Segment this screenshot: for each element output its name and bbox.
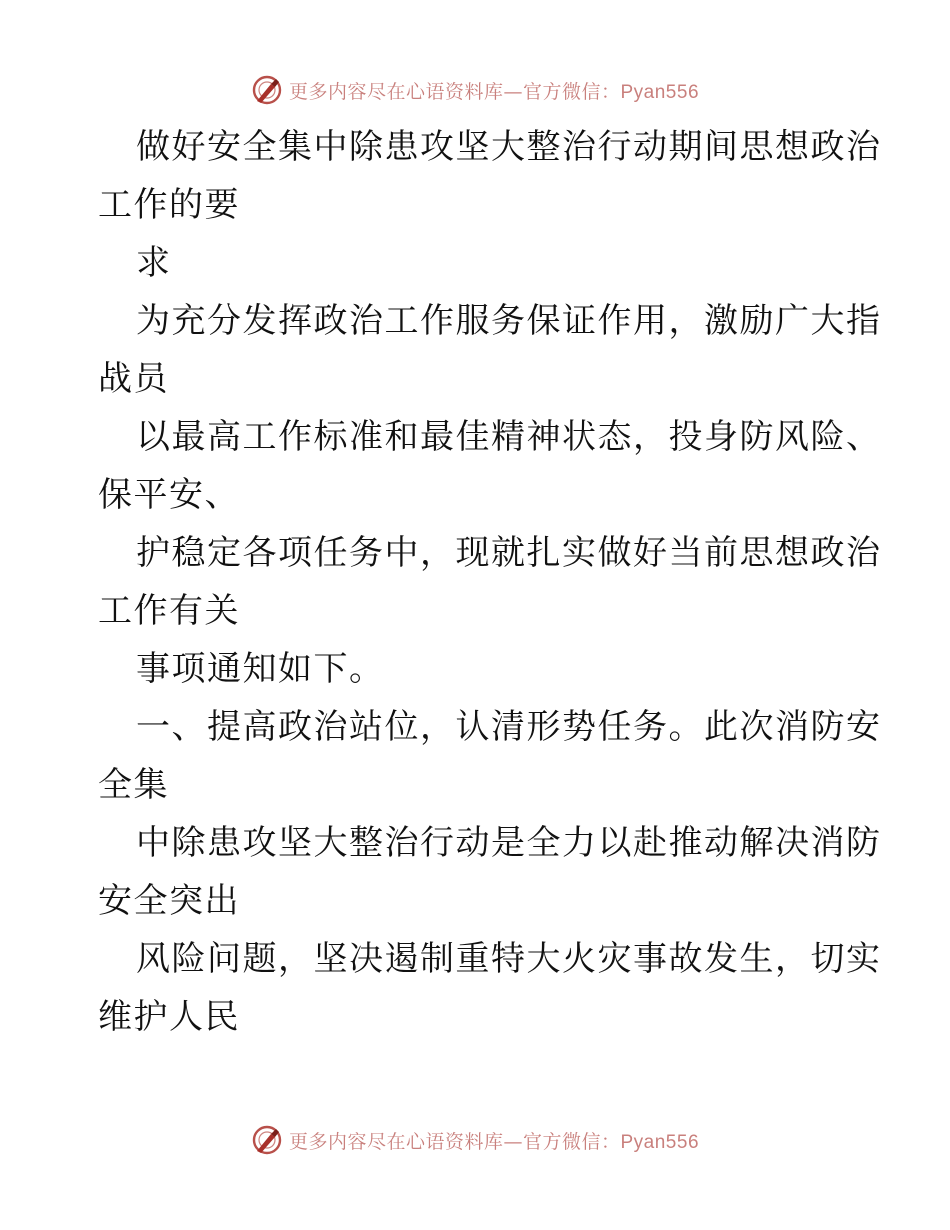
pen-logo-icon [251,1124,283,1156]
pen-logo-icon [251,74,283,106]
text-line: 中除患攻坚大整治行动是全力以赴推动解决消防 [136,823,882,863]
document-body [98,118,882,1046]
text-line: 为充分发挥政治工作服务保证作用，激励广大指 [136,301,882,341]
text-line: 以最高工作标准和最佳精神状态，投身防风险、 [136,417,882,457]
text-line: 一、提高政治站位，认清形势任务。此次消防安 [136,707,882,747]
text-line: 安全突出 [98,881,240,921]
text-line: 维护人民 [98,997,240,1037]
text-line: 风险问题，坚决遏制重特大火灾事故发生，切实 [136,939,882,979]
footer-watermark [0,1120,950,1160]
text-line: 求 [136,243,172,283]
text-line: 战员 [98,359,169,399]
text-line: 全集 [98,765,169,805]
text-line: 做好安全集中除患攻坚大整治行动期间思想政治 [136,127,882,167]
footer-watermark-text: 更多内容尽在心语资料库—官方微信：Pyan556 [288,1130,700,1153]
text-line: 工作的要 [98,185,240,225]
text-line: 护稳定各项任务中，现就扎实做好当前思想政治 [136,533,882,573]
text-line: 保平安、 [98,475,240,515]
text-line: 事项通知如下。 [136,649,385,689]
header-watermark [0,70,950,110]
header-watermark-text: 更多内容尽在心语资料库—官方微信：Pyan556 [288,80,700,103]
text-line: 工作有关 [98,591,240,631]
